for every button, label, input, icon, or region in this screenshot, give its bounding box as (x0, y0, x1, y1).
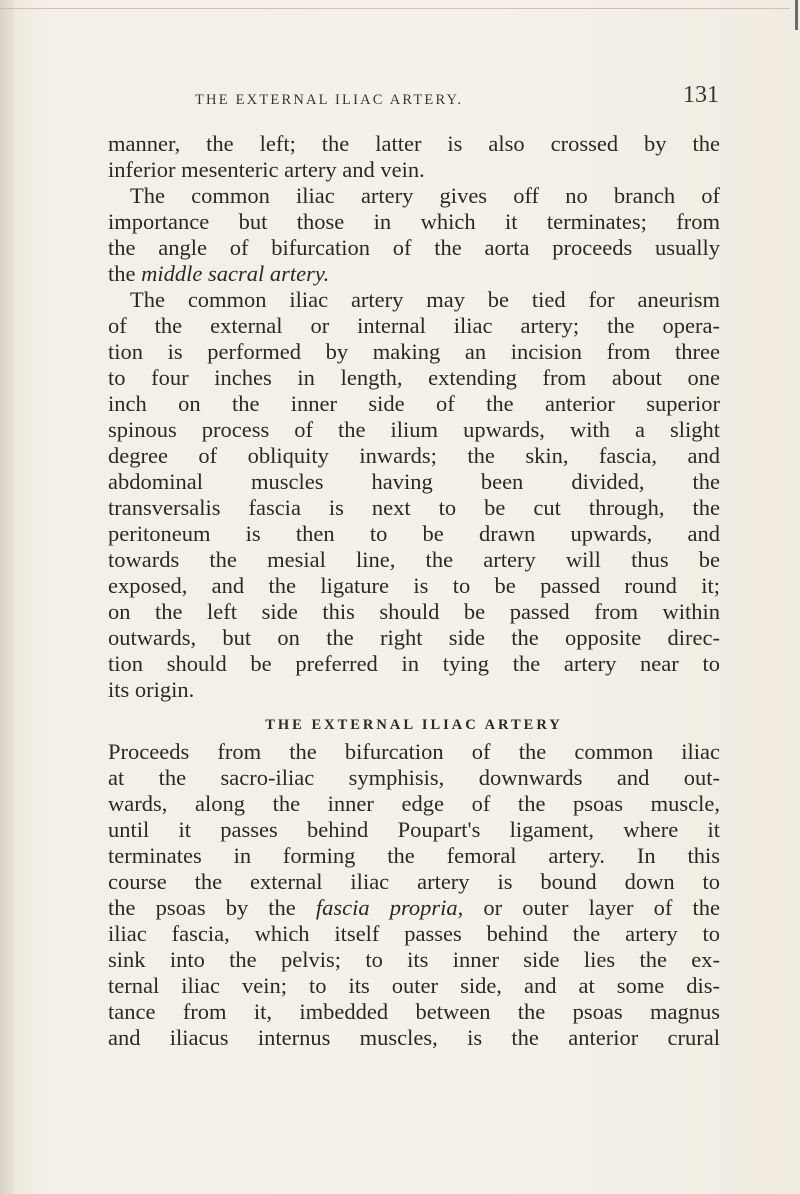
top-edge-line (0, 8, 790, 9)
text-line: transversalis fascia is next to be cut through, the (108, 495, 720, 520)
text-line: inch on the inner side of the anterior superior (108, 391, 720, 416)
text-fragment: the (108, 261, 142, 286)
page-number: 131 (683, 82, 719, 108)
page-gutter-shadow (0, 0, 14, 1194)
text-line: tion is performed by making an incision from three (108, 339, 720, 364)
text-line: tance from it, imbedded between the psoas magnus (108, 999, 720, 1024)
italic-term: fascia propria, (315, 895, 464, 920)
text-line-with-italic (108, 895, 720, 921)
text-line: to four inches in length, extending from about one (108, 365, 720, 390)
text-line: course the external iliac artery is bound down to (108, 869, 720, 894)
text-line: of the external or internal iliac artery; the opera- (108, 313, 720, 338)
text-line: tion should be preferred in tying the artery near to (108, 651, 720, 676)
text-line: on the left side this should be passed from within (108, 599, 720, 624)
text-line: at the sacro-iliac symphisis, downwards and out- (108, 765, 720, 790)
text-line: the angle of bifurcation of the aorta proceeds usually (108, 235, 720, 260)
text-line: The common iliac artery gives off no branch of (130, 183, 720, 208)
corner-mark (795, 0, 798, 30)
text-line: its origin. (108, 677, 195, 702)
section-heading: THE EXTERNAL ILIAC ARTERY (265, 717, 563, 733)
text-line: inferior mesenteric artery and vein. (108, 157, 425, 182)
text-line: spinous process of the ilium upwards, with a slight (108, 417, 720, 442)
body-text (108, 131, 720, 1051)
text-line: wards, along the inner edge of the psoas muscle, (108, 791, 720, 816)
text-line: Proceeds from the bifurcation of the common iliac (108, 739, 720, 764)
text-line: outwards, but on the right side the opposite direc- (108, 625, 720, 650)
italic-term: middle sacral artery. (141, 261, 330, 286)
text-line: iliac fascia, which itself passes behind the artery to (108, 921, 720, 946)
text-line-with-italic (108, 261, 720, 287)
text-line: ternal iliac vein; to its outer side, and at some dis- (108, 973, 720, 998)
text-fragment: or outer layer of the (463, 895, 720, 920)
text-line: exposed, and the ligature is to be passed round it; (108, 573, 720, 598)
text-line: terminates in forming the femoral artery. In this (108, 843, 720, 868)
text-line: sink into the pelvis; to its inner side lies the ex- (108, 947, 720, 972)
text-line: importance but those in which it terminates; from (108, 209, 720, 234)
text-line: abdominal muscles having been divided, the (108, 469, 720, 494)
running-head: THE EXTERNAL ILIAC ARTERY. (195, 92, 464, 108)
text-line: and iliacus internus muscles, is the anterior crural (108, 1025, 720, 1050)
text-line: towards the mesial line, the artery will thus be (108, 547, 720, 572)
text-line: The common iliac artery may be tied for aneurism (130, 287, 720, 312)
text-fragment: the psoas by the (108, 895, 316, 920)
text-line: peritoneum is then to be drawn upwards, and (108, 521, 720, 546)
text-line: until it passes behind Poupart's ligament, where it (108, 817, 720, 842)
text-line: degree of obliquity inwards; the skin, fascia, and (108, 443, 720, 468)
text-line: manner, the left; the latter is also crossed by the (108, 131, 720, 156)
